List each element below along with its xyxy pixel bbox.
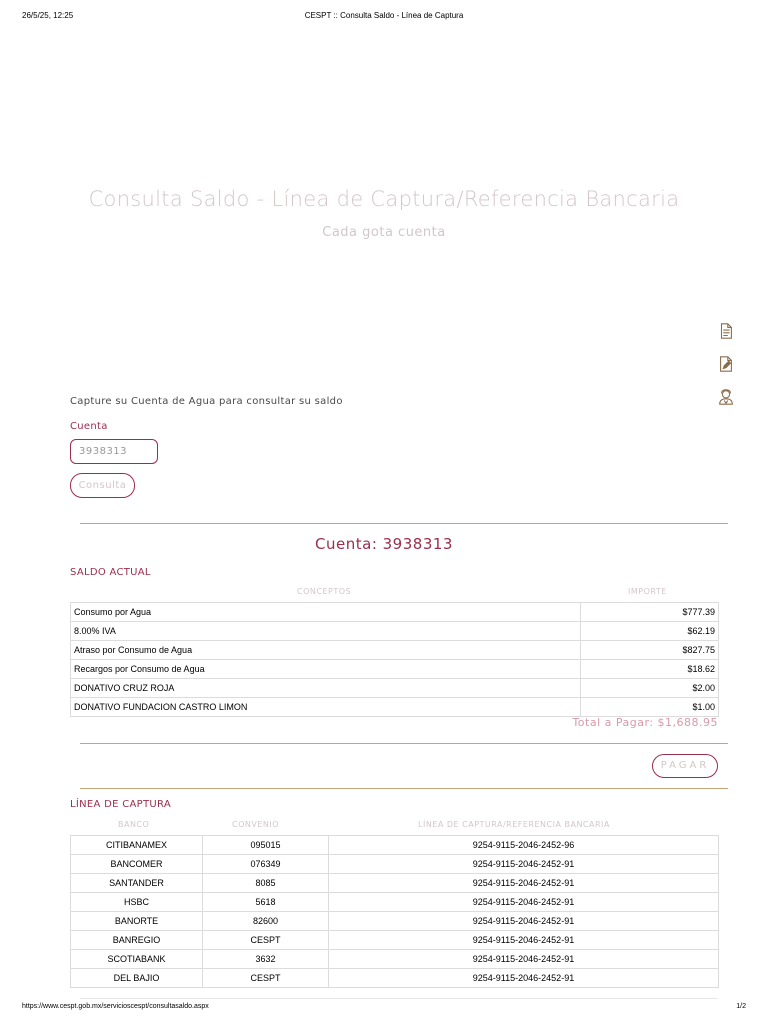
convenio-cell: 82600 xyxy=(203,912,329,931)
convenio-cell: CESPT xyxy=(203,969,329,988)
concepto-cell: 8.00% IVA xyxy=(71,622,581,641)
linea-cell: 9254-9115-2046-2452-91 xyxy=(329,950,719,969)
total-a-pagar: Total a Pagar: $1,688.95 xyxy=(572,716,718,729)
print-title: CESPT :: Consulta Saldo - Línea de Captura xyxy=(304,11,464,20)
linea-captura-table xyxy=(70,835,719,988)
linea-cell: 9254-9115-2046-2452-96 xyxy=(329,836,719,855)
document-icon[interactable] xyxy=(716,321,736,341)
pagar-button[interactable]: PAGAR xyxy=(652,754,718,778)
table-row xyxy=(71,698,719,717)
table-row xyxy=(71,603,719,622)
print-date: 26/5/25, 12:25 xyxy=(22,11,74,20)
convenio-header: CONVENIO xyxy=(232,820,280,829)
table-row xyxy=(71,893,719,912)
table-row xyxy=(71,679,719,698)
cuenta-label: Cuenta xyxy=(70,421,108,432)
user-support-icon[interactable] xyxy=(716,387,736,407)
table-row xyxy=(71,641,719,660)
saldo-actual-label: SALDO ACTUAL xyxy=(70,567,151,578)
importe-cell: $827.75 xyxy=(581,641,719,660)
banco-header: BANCO xyxy=(118,820,150,829)
cuenta-input[interactable]: 3938313 xyxy=(70,439,158,464)
concepto-cell: DONATIVO FUNDACION CASTRO LIMON xyxy=(71,698,581,717)
table-row xyxy=(71,660,719,679)
page-subtitle: Cada gota cuenta xyxy=(322,225,446,240)
banco-cell: SANTANDER xyxy=(71,874,203,893)
page-title: Consulta Saldo - Línea de Captura/Referencia Bancaria xyxy=(88,187,680,211)
importe-cell: $62.19 xyxy=(581,622,719,641)
linea-captura-label: LÍNEA DE CAPTURA xyxy=(70,799,172,810)
linea-header: LÍNEA DE CAPTURA/REFERENCIA BANCARIA xyxy=(418,820,610,829)
table-row xyxy=(71,622,719,641)
importe-cell: $18.62 xyxy=(581,660,719,679)
linea-cell: 9254-9115-2046-2452-91 xyxy=(329,969,719,988)
linea-cell: 9254-9115-2046-2452-91 xyxy=(329,874,719,893)
table-row xyxy=(71,931,719,950)
cuenta-heading: Cuenta: 3938313 xyxy=(315,535,453,553)
concepto-cell: Consumo por Agua xyxy=(71,603,581,622)
table-row xyxy=(71,836,719,855)
concepto-cell: Atraso por Consumo de Agua xyxy=(71,641,581,660)
table-row xyxy=(71,912,719,931)
linea-cell: 9254-9115-2046-2452-91 xyxy=(329,893,719,912)
print-url[interactable]: https://www.cespt.gob.mx/servicioscespt/consultasaldo.aspx xyxy=(22,1003,209,1010)
divider xyxy=(80,788,728,789)
linea-cell: 9254-9115-2046-2452-91 xyxy=(329,931,719,950)
conceptos-header: CONCEPTOS xyxy=(297,587,352,596)
concepto-cell: Recargos por Consumo de Agua xyxy=(71,660,581,679)
banco-cell: BANORTE xyxy=(71,912,203,931)
linea-cell: 9254-9115-2046-2452-91 xyxy=(329,912,719,931)
banco-cell: DEL BAJIO xyxy=(71,969,203,988)
banco-cell: BANCOMER xyxy=(71,855,203,874)
importe-cell: $777.39 xyxy=(581,603,719,622)
banco-cell: CITIBANAMEX xyxy=(71,836,203,855)
divider xyxy=(80,523,728,524)
importe-header: IMPORTE xyxy=(628,587,667,596)
convenio-cell: 3632 xyxy=(203,950,329,969)
table-row xyxy=(71,855,719,874)
convenio-cell: 8085 xyxy=(203,874,329,893)
convenio-cell: CESPT xyxy=(203,931,329,950)
table-row xyxy=(71,969,719,988)
convenio-cell: 5618 xyxy=(203,893,329,912)
print-page-number: 1/2 xyxy=(736,1003,746,1010)
importe-cell: $2.00 xyxy=(581,679,719,698)
divider xyxy=(80,998,718,999)
edit-icon[interactable] xyxy=(716,354,736,374)
divider xyxy=(80,743,728,744)
convenio-cell: 076349 xyxy=(203,855,329,874)
linea-cell: 9254-9115-2046-2452-91 xyxy=(329,855,719,874)
banco-cell: HSBC xyxy=(71,893,203,912)
form-prompt: Capture su Cuenta de Agua para consultar su saldo xyxy=(70,396,343,407)
consulta-button[interactable]: Consulta xyxy=(70,473,135,498)
table-row xyxy=(71,950,719,969)
banco-cell: SCOTIABANK xyxy=(71,950,203,969)
banco-cell: BANREGIO xyxy=(71,931,203,950)
saldo-table xyxy=(70,602,719,717)
concepto-cell: DONATIVO CRUZ ROJA xyxy=(71,679,581,698)
convenio-cell: 095015 xyxy=(203,836,329,855)
importe-cell: $1.00 xyxy=(581,698,719,717)
table-row xyxy=(71,874,719,893)
